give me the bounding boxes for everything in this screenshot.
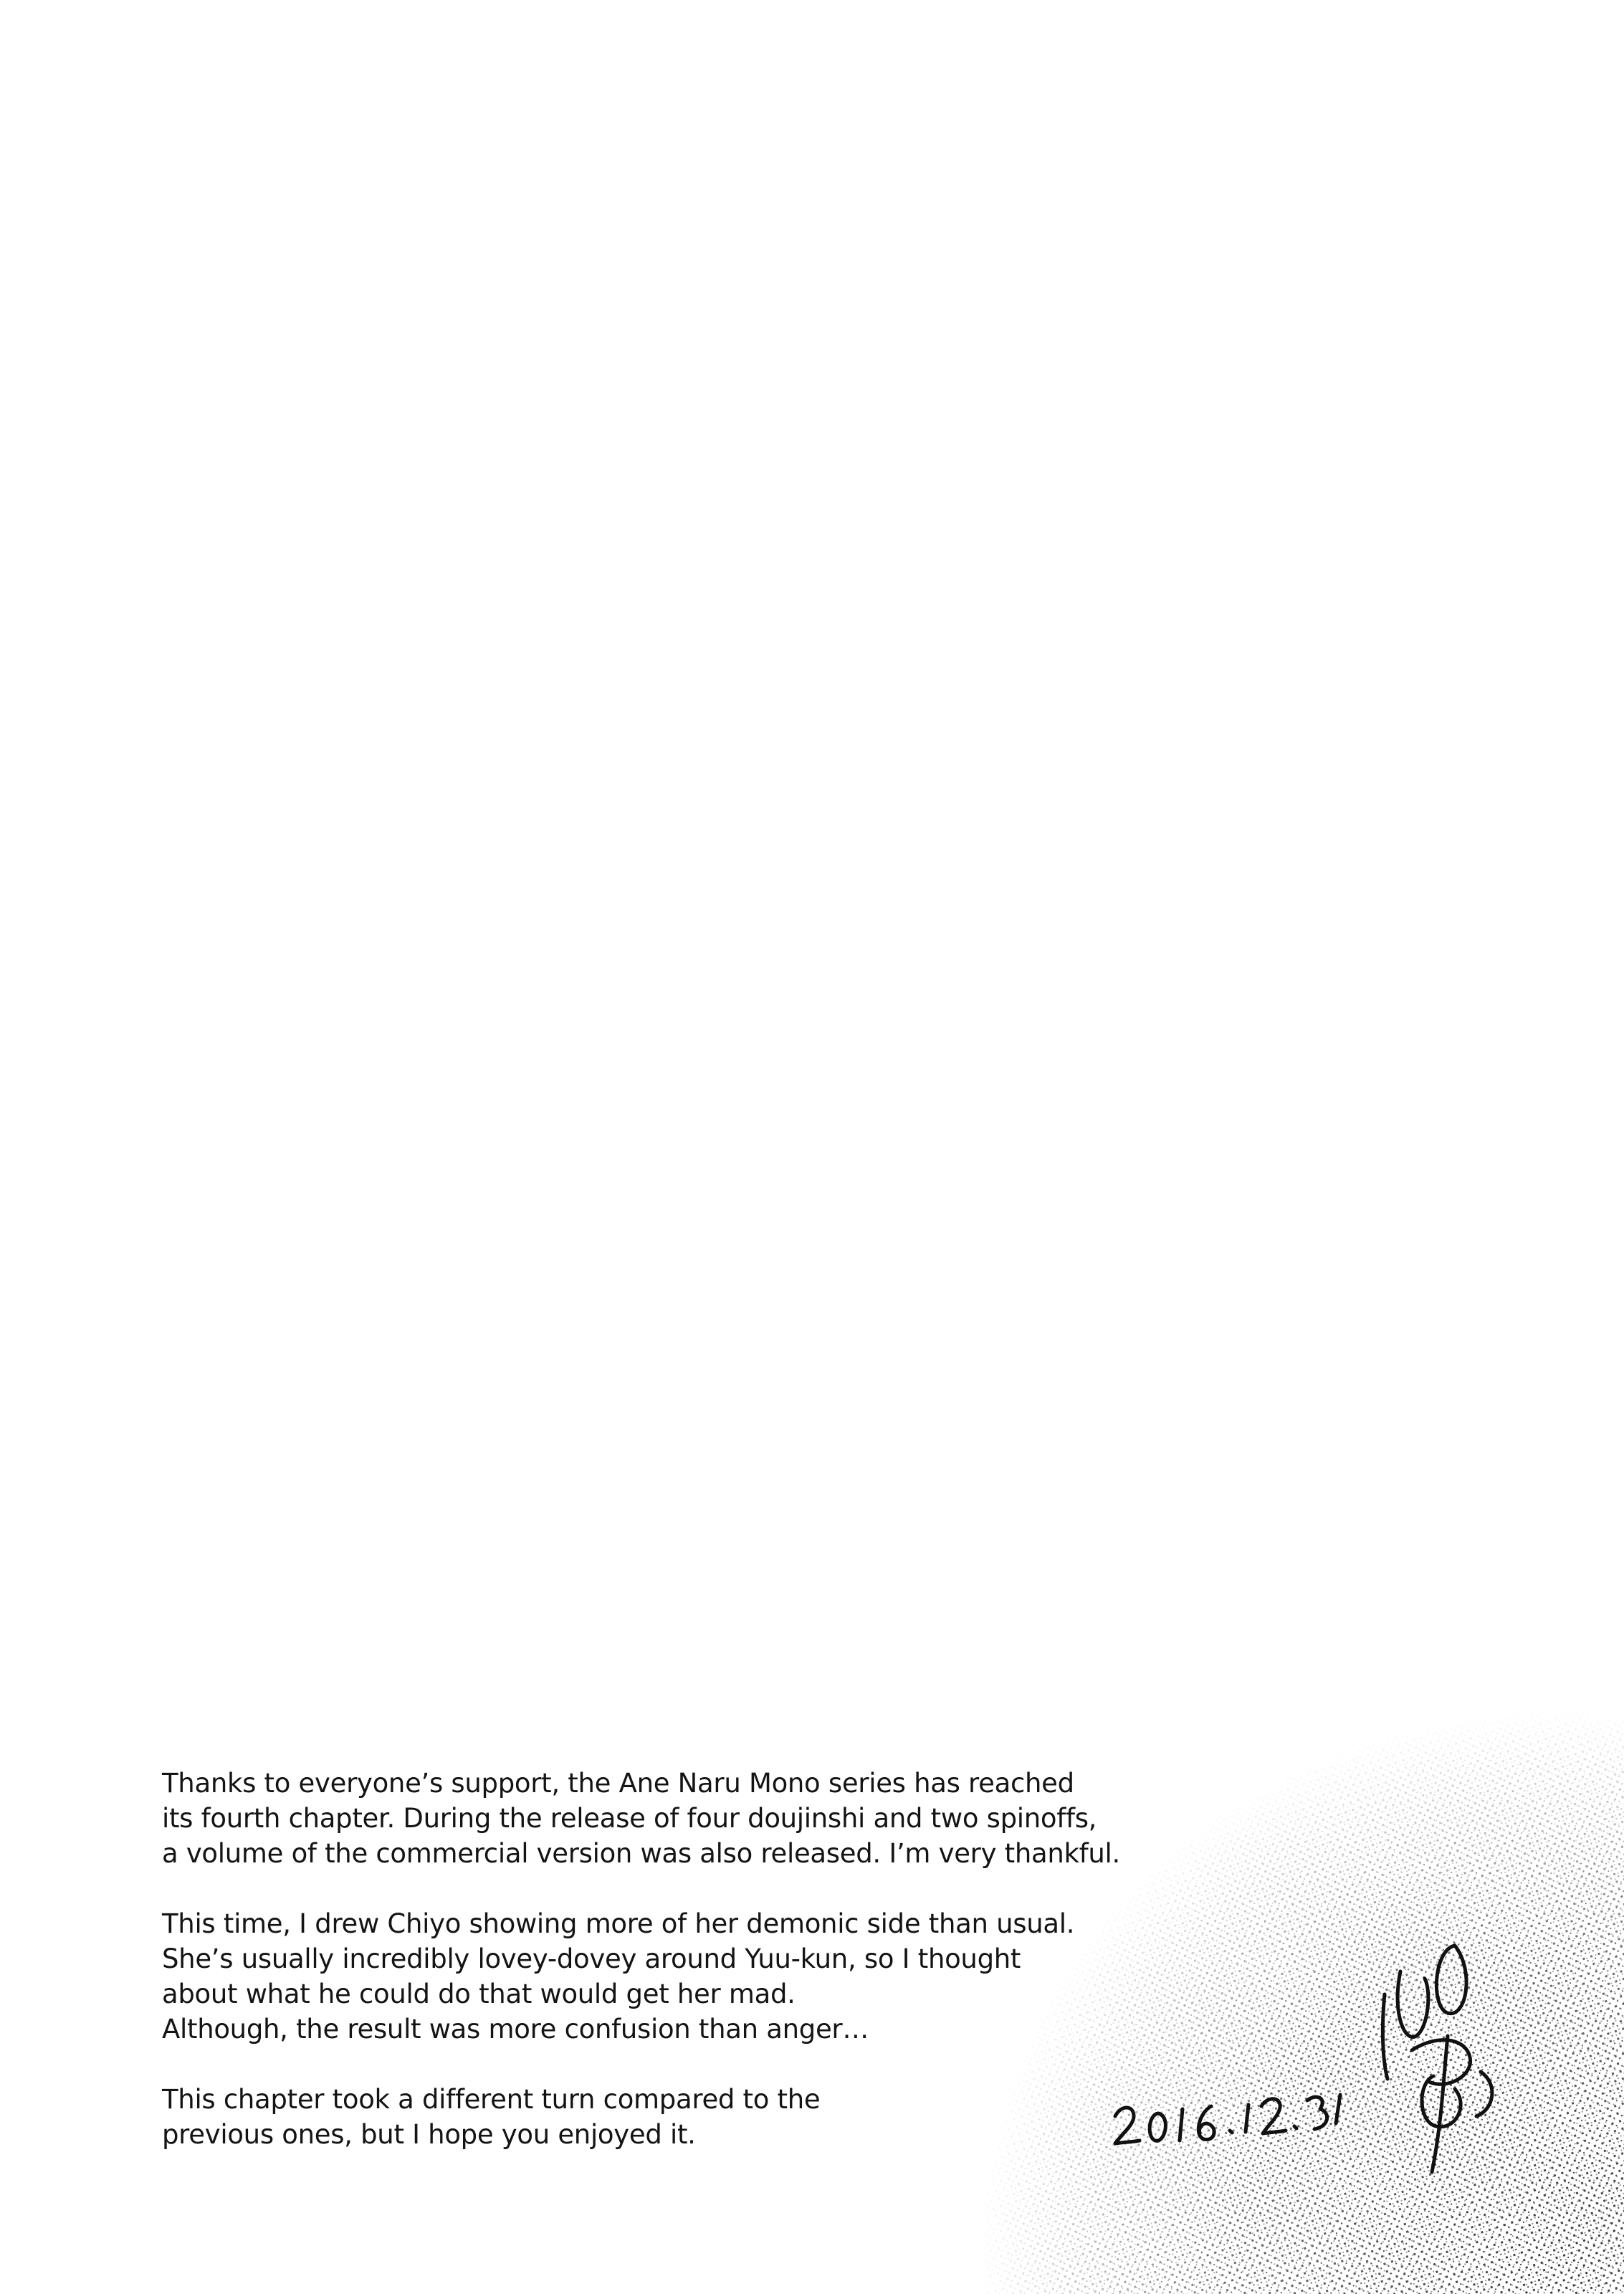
signature-mark-stroke [1476, 2072, 1492, 2116]
signature-mark-stroke [1412, 2040, 1471, 2085]
signature-mark-stroke [1432, 2036, 1448, 2172]
afterword-paragraph-3 [162, 2082, 1094, 2152]
signature-date-1c [1336, 2095, 1340, 2123]
afterword-line: She’s usually incredibly lovey-dovey around Yuu-kun, so I thought [162, 1943, 1021, 1974]
afterword-line: Thanks to everyone’s support, the Ane Naru Mono series has reached [162, 1768, 1074, 1799]
afterword-text [162, 1766, 1120, 2187]
afterword-line: Although, the result was more confusion than anger… [162, 2014, 869, 2045]
signature-date-dot [1230, 2131, 1232, 2133]
signature-mark-stroke [1382, 1994, 1387, 2079]
signature-mark-loop [1436, 1946, 1466, 2014]
afterword-paragraph-2 [162, 1906, 1094, 2047]
afterword-line: its fourth chapter. During the release of four doujinshi and two spinoffs, [162, 1803, 1097, 1834]
signature-date-1b [1246, 2105, 1248, 2132]
afterword-paragraph-1 [162, 1766, 1120, 1871]
handwritten-signature [1097, 1928, 1498, 2215]
afterword-line: about what he could do that would get her mad. [162, 1979, 796, 2009]
signature-date-3 [1307, 2097, 1327, 2129]
afterword-line: This time, I drew Chiyo showing more of her demonic side than usual. [162, 1908, 1075, 1939]
signature-mark-stroke [1398, 1971, 1428, 2037]
signature-date-2b [1261, 2099, 1286, 2133]
signature-date-dot2 [1294, 2126, 1296, 2128]
afterword-line: previous ones, but I hope you enjoyed it. [162, 2119, 696, 2150]
signature-date-1 [1180, 2109, 1183, 2141]
signature-date-2 [1115, 2108, 1140, 2143]
afterword-line: a volume of the commercial version was also released. I’m very thankful. [162, 1838, 1120, 1869]
signature-date-6 [1198, 2106, 1214, 2139]
signature-date-0 [1150, 2113, 1165, 2141]
afterword-line: This chapter took a different turn compared to the [162, 2084, 821, 2115]
